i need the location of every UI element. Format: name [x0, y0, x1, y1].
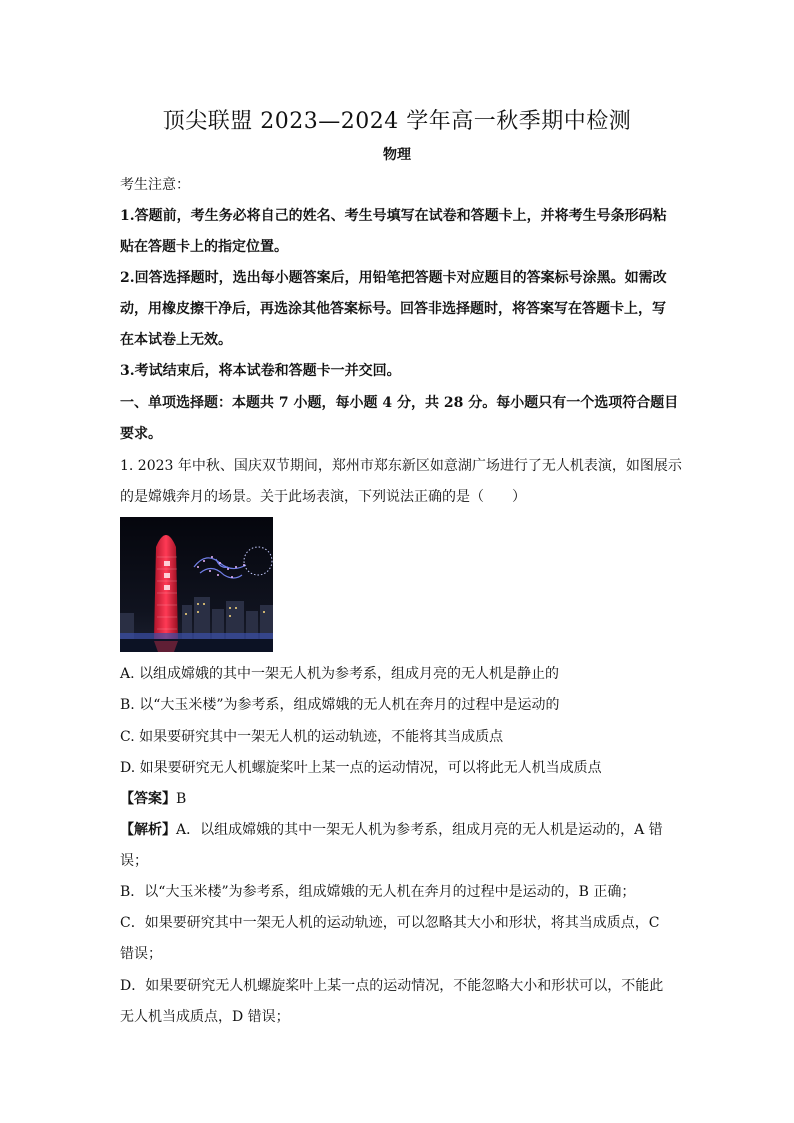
section-heading-line-1: 一、单项选择题：本题共 7 小题，每小题 4 分，共 28 分。每小题只有一个选项符合题目 — [120, 395, 679, 411]
option-c: C. 如果要研究其中一架无人机的运动轨迹，不能将其当成质点 — [120, 729, 504, 745]
analysis-a-text: A．以组成嫦娥的其中一架无人机为参考系，组成月亮的无人机是运动的，A 错 — [176, 822, 663, 838]
question-stem-line-2: 的是嫦娥奔月的场景。关于此场表演，下列说法正确的是（ ） — [120, 489, 526, 505]
analysis-line-d-2: 无人机当成质点，D 错误； — [120, 1009, 290, 1025]
notice-item-1-line-2: 贴在答题卡上的指定位置。 — [120, 239, 288, 255]
analysis-line-a-1 — [120, 820, 680, 840]
notice-item-2-line-3: 在本试卷上无效。 — [120, 332, 232, 348]
drone-show-photo — [120, 517, 273, 652]
option-a: A. 以组成嫦娥的其中一架无人机为参考系，组成月亮的无人机是静止的 — [120, 666, 560, 682]
notice-item-3: 3.考试结束后，将本试卷和答题卡一并交回。 — [120, 363, 401, 379]
notice-item-2-line-2: 动，用橡皮擦干净后，再选涂其他答案标号。回答非选择题时，将答案写在答题卡上，写 — [120, 301, 666, 317]
answer-line — [120, 789, 680, 809]
section-heading-line-2: 要求。 — [120, 426, 162, 442]
question-stem-line-1: 1. 2023 年中秋、国庆双节期间，郑州市郑东新区如意湖广场进行了无人机表演，如图展示 — [120, 458, 682, 474]
notice-item-2-line-1: 2.回答选择题时，选出每小题答案后，用铅笔把答题卡对应题目的答案标号涂黑。如需改 — [120, 270, 667, 286]
option-b: B. 以“大玉米楼”为参考系，组成嫦娥的无人机在奔月的过程中是运动的 — [120, 697, 560, 713]
analysis-line-c-2: 错误； — [120, 946, 162, 962]
notice-item-1-line-1: 1.答题前，考生务必将自己的姓名、考生号填写在试卷和答题卡上，并将考生号条形码粘 — [120, 208, 667, 224]
option-d: D. 如果要研究无人机螺旋桨叶上某一点的运动情况，可以将此无人机当成质点 — [120, 760, 602, 776]
notice-heading: 考生注意： — [120, 177, 190, 193]
analysis-line-a-2: 误； — [120, 853, 148, 869]
analysis-line-b: B．以“大玉米楼”为参考系，组成嫦娥的无人机在奔月的过程中是运动的，B 正确； — [120, 884, 636, 900]
analysis-line-c-1: C．如果要研究其中一架无人机的运动轨迹，可以忽略其大小和形状，将其当成质点，C — [120, 915, 660, 931]
analysis-tag: 【解析】 — [120, 822, 176, 838]
answer-value: B — [176, 791, 187, 807]
analysis-line-d-1: D．如果要研究无人机螺旋桨叶上某一点的运动情况，不能忽略大小和形状可以，不能此 — [120, 978, 664, 994]
page-title: 顶尖联盟 2023—2024 学年高一秋季期中检测 — [162, 109, 632, 134]
subject-heading: 物理 — [383, 147, 411, 163]
answer-tag: 【答案】 — [120, 791, 176, 807]
